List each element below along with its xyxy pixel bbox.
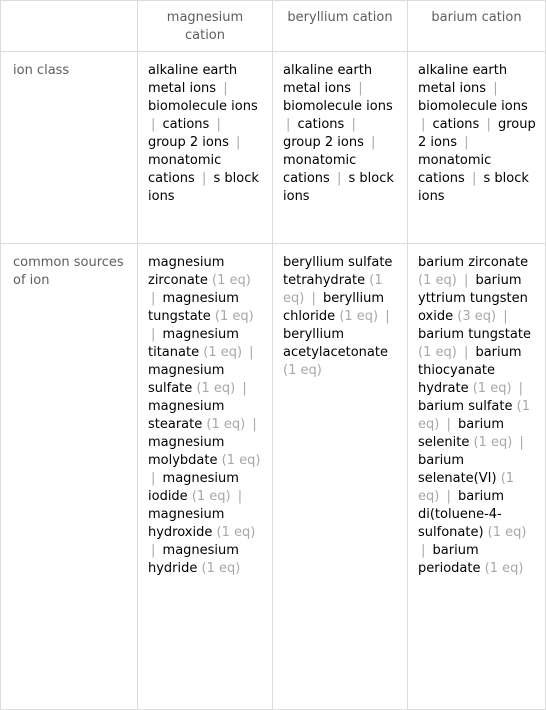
equivalents-label: (1 eq) bbox=[216, 525, 256, 540]
equivalents-label: (1 eq) bbox=[473, 435, 513, 450]
list-item-name: beryllium sulfate tetrahydrate bbox=[283, 255, 393, 288]
row-header-common-sources: common sources of ion bbox=[1, 244, 138, 710]
separator: | bbox=[242, 381, 247, 396]
separator: | bbox=[151, 291, 156, 306]
list-item-name: monatomic cations bbox=[283, 153, 357, 186]
list-item-name: barium zirconate bbox=[418, 255, 529, 270]
header-row bbox=[1, 1, 546, 52]
list-item-name: magnesium titanate bbox=[148, 327, 239, 360]
equivalents-label: (1 eq) bbox=[487, 525, 527, 540]
separator: | bbox=[371, 135, 376, 150]
list-item-name: group 2 ions bbox=[148, 135, 229, 150]
list-item-name: barium thiocyanate hydrate bbox=[418, 345, 522, 396]
sources-barium bbox=[408, 244, 546, 710]
separator: | bbox=[518, 381, 524, 396]
equivalents-label: (1 eq) bbox=[418, 471, 515, 504]
list-item-name: cations bbox=[432, 117, 480, 132]
separator: | bbox=[286, 117, 291, 132]
list-item-name: biomolecule ions bbox=[148, 99, 258, 114]
equivalents-label: (1 eq) bbox=[418, 345, 457, 360]
separator: | bbox=[358, 81, 363, 96]
separator: | bbox=[493, 81, 498, 96]
separator: | bbox=[252, 417, 257, 432]
separator: | bbox=[421, 543, 426, 558]
list-item-name: barium selenite bbox=[418, 417, 505, 450]
list-item-name: barium tungstate bbox=[418, 327, 531, 342]
equivalents-label: (1 eq) bbox=[283, 273, 383, 306]
equivalents-label: (1 eq) bbox=[339, 309, 379, 324]
separator: | bbox=[464, 135, 469, 150]
list-item-name: s block ions bbox=[283, 171, 394, 204]
separator: | bbox=[385, 309, 390, 324]
list-item-name: group 2 ions bbox=[283, 135, 364, 150]
equivalents-label: (1 eq) bbox=[418, 273, 457, 288]
equivalents-label: (1 eq) bbox=[191, 489, 231, 504]
separator: | bbox=[421, 117, 426, 132]
list-item-name: group 2 ions bbox=[418, 117, 536, 150]
separator: | bbox=[311, 291, 316, 306]
separator: | bbox=[151, 543, 156, 558]
list-item-name: monatomic cations bbox=[418, 153, 492, 186]
equivalents-label: (1 eq) bbox=[206, 417, 246, 432]
equivalents-label: (1 eq) bbox=[196, 381, 236, 396]
list-item-name: barium di(toluene-4-sulfonate) bbox=[418, 489, 505, 540]
list-item-name: biomolecule ions bbox=[418, 99, 528, 114]
list-item-name: s block ions bbox=[148, 171, 259, 204]
list-item-name: magnesium tungstate bbox=[148, 291, 239, 324]
list-item-name: cations bbox=[297, 117, 345, 132]
list-item-name: barium sulfate bbox=[418, 399, 513, 414]
separator: | bbox=[446, 417, 451, 432]
list-item-name: monatomic cations bbox=[148, 153, 222, 186]
list-item-name: barium selenate(VI) bbox=[418, 453, 497, 486]
list-item-name: magnesium iodide bbox=[148, 471, 239, 504]
ion-class-barium bbox=[408, 52, 546, 244]
list-item-name: magnesium zirconate bbox=[148, 255, 225, 288]
sources-beryllium bbox=[273, 244, 408, 710]
list-item-name: barium yttrium tungsten oxide bbox=[418, 273, 528, 324]
list-item-name: beryllium chloride bbox=[283, 291, 385, 324]
column-header-barium: barium cation bbox=[408, 1, 546, 52]
separator: | bbox=[237, 489, 243, 504]
equivalents-label: (1 eq) bbox=[203, 345, 243, 360]
ion-class-magnesium bbox=[138, 52, 273, 244]
separator: | bbox=[519, 435, 524, 450]
separator: | bbox=[486, 117, 491, 132]
list-item-name: alkaline earth metal ions bbox=[148, 63, 238, 96]
list-item-name: s block ions bbox=[418, 171, 529, 204]
separator: | bbox=[463, 273, 469, 288]
equivalents-label: (1 eq) bbox=[484, 561, 524, 576]
list-item-name: magnesium sulfate bbox=[148, 363, 225, 396]
equivalents-label: (3 eq) bbox=[457, 309, 497, 324]
equivalents-label: (1 eq) bbox=[283, 363, 322, 378]
separator: | bbox=[463, 345, 469, 360]
separator: | bbox=[151, 471, 156, 486]
separator: | bbox=[223, 81, 228, 96]
equivalents-label: (1 eq) bbox=[418, 399, 530, 432]
list-item-name: alkaline earth metal ions bbox=[418, 63, 508, 96]
equivalents-label: (1 eq) bbox=[221, 453, 261, 468]
list-item-name: biomolecule ions bbox=[283, 99, 393, 114]
separator: | bbox=[351, 117, 356, 132]
separator: | bbox=[151, 327, 156, 342]
separator: | bbox=[236, 135, 241, 150]
list-item-name: magnesium hydroxide bbox=[148, 507, 225, 540]
list-item-name: magnesium stearate bbox=[148, 399, 225, 432]
separator: | bbox=[151, 117, 156, 132]
equivalents-label: (1 eq) bbox=[472, 381, 512, 396]
separator: | bbox=[216, 117, 221, 132]
sources-magnesium bbox=[138, 244, 273, 710]
column-header-magnesium: magnesium cation bbox=[138, 1, 273, 52]
row-ion-class bbox=[1, 52, 546, 244]
ion-class-beryllium bbox=[273, 52, 408, 244]
list-item-name: magnesium hydride bbox=[148, 543, 239, 576]
column-header-beryllium: beryllium cation bbox=[273, 1, 408, 52]
row-common-sources bbox=[1, 244, 546, 710]
list-item-name: beryllium acetylacetonate bbox=[283, 327, 388, 360]
separator: | bbox=[471, 171, 477, 186]
separator: | bbox=[446, 489, 451, 504]
separator: | bbox=[336, 171, 342, 186]
list-item-name: barium periodate bbox=[418, 543, 481, 576]
equivalents-label: (1 eq) bbox=[201, 561, 241, 576]
equivalents-label: (1 eq) bbox=[214, 309, 254, 324]
equivalents-label: (1 eq) bbox=[212, 273, 251, 288]
list-item-name: cations bbox=[162, 117, 210, 132]
separator: | bbox=[503, 309, 508, 324]
list-item-name: magnesium molybdate bbox=[148, 435, 225, 468]
separator: | bbox=[249, 345, 254, 360]
corner-cell bbox=[1, 1, 138, 52]
list-item-name: alkaline earth metal ions bbox=[283, 63, 373, 96]
row-header-ion-class: ion class bbox=[1, 52, 138, 244]
separator: | bbox=[201, 171, 207, 186]
